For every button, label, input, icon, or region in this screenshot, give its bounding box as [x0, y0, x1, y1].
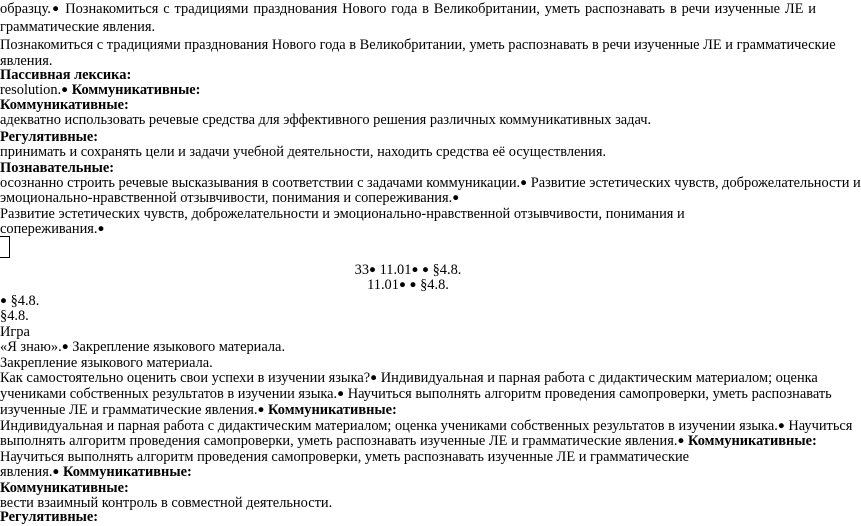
- text-line-18: ● §4.8.: [0, 293, 40, 309]
- text-line-20: Игра: [0, 324, 30, 340]
- text-line-12: осознанно строить речевые высказывания в соответствии с задачами коммуникации.● Развитие эстетических чувств, доброжелательности и: [0, 175, 861, 191]
- text-line-25: изученные ЛЕ и грамматические явления.● Коммуникативные:: [0, 402, 397, 418]
- text-line-24: учениками собственных результатов в изучении языка.● Научиться выполнять алгоритм проведения самопроверки, уметь распознавать: [0, 386, 832, 402]
- text-line-26: Индивидуальная и парная работа с дидактическим материалом; оценка учениками собственных результатов в изучении языка.● Научиться: [0, 418, 853, 434]
- text-line-1: образцу.● Познакомиться с традициями празднования Нового года в Великобритании, уметь распознавать в речи изученные ЛЕ и: [0, 1, 816, 17]
- heading-regulative: Регулятивные:: [0, 129, 99, 145]
- text-line-6: resolution.● Коммуникативные:: [0, 82, 201, 98]
- text-line-10: принимать и сохранять цели и задачи учебной деятельности, находить средства её осуществления.: [0, 144, 607, 160]
- text-line-3: Познакомиться с традициями празднования Нового года в Великобритании, уметь распознавать в речи изученные ЛЕ и грамматические: [0, 37, 836, 53]
- lesson-date-line: 11.01● ● §4.8.: [367, 277, 449, 293]
- text-line-14: Развитие эстетических чувств, доброжелательности и эмоционально-нравственной отзывчивости, понимания и: [0, 206, 685, 222]
- text-line-22: Закрепление языкового материала.: [0, 355, 213, 371]
- checkbox-frame: [0, 236, 10, 258]
- text-line-29: явления.● Коммуникативные:: [0, 464, 192, 480]
- text-line-2: грамматические явления.: [0, 19, 156, 35]
- heading-communicative-2: Коммуникативные:: [0, 480, 129, 496]
- text-line-31: вести взаимный контроль в совместной деятельности.: [0, 495, 333, 511]
- heading-cognitive: Познавательные:: [0, 160, 115, 176]
- text-line-13: эмоционально-нравственной отзывчивости, понимания и сопереживания.●: [0, 190, 460, 206]
- heading-communicative: Коммуникативные:: [0, 97, 129, 113]
- text-line-4: явления.: [0, 53, 53, 69]
- heading-passive-vocabulary: Пассивная лексика:: [0, 67, 132, 83]
- text-line-8: адекватно использовать речевые средства для эффективного решения различных коммуникативных задач.: [0, 112, 652, 128]
- text-line-23: Как самостоятельно оценить свои успехи в изучении языка?● Индивидуальная и парная работа с дидактическим материалом; оценка: [0, 370, 818, 386]
- heading-regulative-2: Регулятивные:: [0, 509, 99, 525]
- text-line-19: §4.8.: [0, 308, 29, 324]
- lesson-number-line: 33● 11.01● ● §4.8.: [354, 262, 462, 278]
- text-line-28: Научиться выполнять алгоритм проведения самопроверки, уметь распознавать изученные ЛЕ и грамматические: [0, 449, 690, 465]
- text-line-27: выполнять алгоритм проведения самопроверки, уметь распознавать изученные ЛЕ и грамматические явления.● Коммуникативные:: [0, 433, 817, 449]
- text-line-21: «Я знаю».● Закрепление языкового материала.: [0, 339, 286, 355]
- text-line-15: сопереживания.●: [0, 221, 105, 237]
